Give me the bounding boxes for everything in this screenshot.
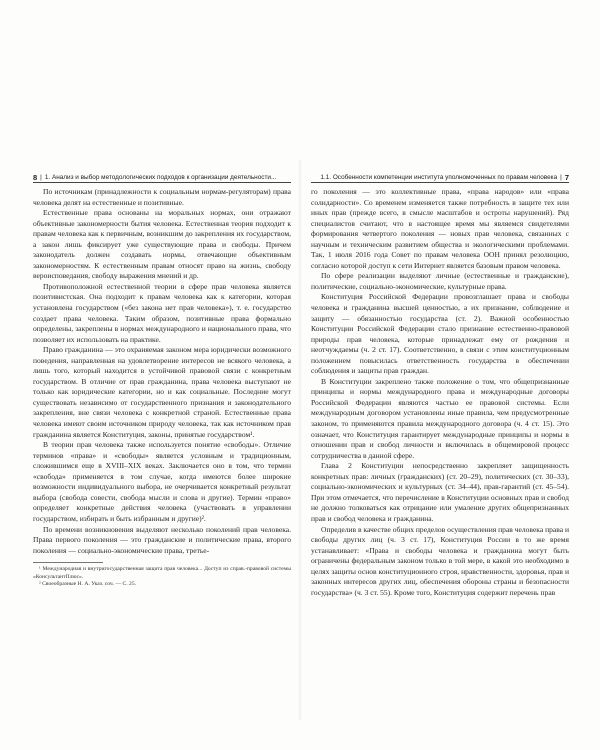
paragraph: Право гражданина — это охраняемая законом мера юридически возможного поведения, направленная на удовлетворение интересов не всякого человека, а лишь того, который находится в устойчивой правовой связи с конкретным государством. В отличие от прав гражданина, права человека выступают не только как юридические категории, но и как социальные. Последние могут существовать независимо от государственного признания и законодательного закрепления, вне связи человека с конкретной страной. Естественные права человека имеют своим источником природу человека, так как источником прав гражданина является Конституция, законы, принятые государством¹. xyxy=(33,345,291,439)
book-gutter xyxy=(298,160,302,720)
left-body-text xyxy=(33,187,291,556)
paragraph: Определив в качестве общих пределов осуществления прав человека права и свободы других лиц (ч. 3 ст. 17), Конституция России в то же время устанавливает: «Права и свободы человека и гражданина могут быть ограничены федеральным законом только в той мере, в какой это необходимо в целях защиты основ конституционного строя, нравственности, здоровья, прав и законных интересов других лиц, обеспечения обороны страны и безопасности государства» (ч. 3 ст. 55). Кроме того, Конституция содержит перечень прав xyxy=(311,524,569,597)
paragraph: По сфере реализации выделяют личные (естественные и гражданские), политические, социально-экономические, культурные права. xyxy=(311,271,569,291)
left-running-head xyxy=(33,172,291,183)
left-running-head-title: 1. Анализ и выбор методологических подходов к организации деятельности... xyxy=(44,174,277,181)
paragraph: Глава 2 Конституции непосредственно закрепляет защищенность конкретных прав: личных (гражданских) (ст. 20–29), политических (ст. 30–33), социально-экономических и культурных (ст. 34–44), прав-гарантий (ст. 45–54). При этом отмечается, что перечисление в Конституции основных прав и свобод не должно толковаться как отрицание или умаление других общепризнанных прав и свобод человека и гражданина. xyxy=(311,461,569,523)
right-running-head-title: 1.1. Особенности компетенции института уполномоченных по правам человека xyxy=(320,174,558,181)
left-page-number: 8 xyxy=(33,173,38,182)
paragraph: В Конституции закреплено также положение о том, что общепризнанные принципы и нормы международного права и международные договоры Российской Федерации являются частью ее правовой системы. Если международным договором установлены иные правила, чем предусмотренные законом, то применяются правила международного договора (ч. 4 ст. 15). Это означает, что Конституция гарантирует международные принципы и нормы в отношении прав и свобод личности и включилась в общемировой процесс сотрудничества в данной сфере. xyxy=(311,376,569,460)
paragraph: Противоположной естественной теории в сфере прав человека является позитивистская. Она подходит к правам человека как к категории, которая установлена государством («без закона нет прав человека»), т. е. государство создает права человека. Таким образом, позитивные права формально определены, закреплены в нормах международного и национального права, что позволяет их использовать на практике. xyxy=(33,281,291,344)
right-page xyxy=(311,172,569,712)
paragraph: По времени возникновения выделяют несколько поколений прав человека. Права первого поколения — это гражданские и политические права, второго поколения — социально-экономические права, третье- xyxy=(33,524,291,555)
running-head-separator: | xyxy=(40,174,42,181)
left-page xyxy=(33,172,291,712)
footnotes xyxy=(33,562,291,588)
paragraph: По источникам (принадлежности к социальным нормам-регуляторам) права человека делят на естественные и позитивные. xyxy=(33,187,291,207)
paragraph: Конституция Российской Федерации провозглашает права и свободы человека и гражданина высшей ценностью, а их признание, соблюдение и защиту — обязанностью государства (ст. 2). Важной особенностью Конституции Российской Федерации стало признание естественно-правовой природы прав человека, которые принадлежат ему от рождения и неотчуждаемы (ч. 2 ст. 17). Соответственно, в связи с этим конституционным положением повысилась ответственность государства в обеспечении соблюдения и защиты прав граждан. xyxy=(311,292,569,376)
running-head-separator: | xyxy=(560,174,562,181)
paragraph: Естественные права основаны на моральных нормах, они отражают объективные закономерности бытия человека. Естественная теория подходит к правам человека как к первичным, возникшим до закрепления их государством, а закон лишь фиксирует уже существующие права и свободы. Причем законодатель должен создавать нормы, отвечающие объективным закономерностям. К естественным правам относят право на жизнь, свободу вероисповедания, свободу выражения мнений и др. xyxy=(33,208,291,281)
footnote: ¹ Международная и внутригосударственная защита прав человека... Доступ из справ.-правовой системы «КонсультантПлюс». xyxy=(33,566,291,580)
right-body-text xyxy=(311,187,569,598)
right-running-head xyxy=(311,172,569,183)
paragraph: В теории прав человека также используется понятие «свободы». Отличие терминов «права» и «свободы» является условным и традиционным, сложившимся еще в XVIII–XIX веках. Заключается оно в том, что термин «свобода» применяется в том случае, когда имеются более широкие возможности индивидуального выбора, не очерчивается конкретный результат выбора (свобода совести, свобода мысли и слова и другие). Термин «право» определяет конкретные действия человека (участвовать в управлении государством, избирать и быть избранным и другие)². xyxy=(33,440,291,523)
footnote: ² Своеобразные Н. А. Указ. соч. — С. 25. xyxy=(39,580,137,587)
paragraph: го поколения — это коллективные права, «права народов» или «права солидарности». Со временем изменяется также потребность в защите тех или иных прав (прежде всего, в смысле масштабов и остроты нарушений). Ряд специалистов считают, что в настоящее время мы являемся свидетелями формирования четвертого поколения — новых прав человека, связанных с научным и техническим развитием общества и экологическими проблемами. Так, 1 июля 2016 года Совет по правам человека ООН принял резолюцию, согласно которой доступ к сети Интернет является базовым правом человека. xyxy=(311,187,569,270)
right-page-number: 7 xyxy=(564,173,569,182)
